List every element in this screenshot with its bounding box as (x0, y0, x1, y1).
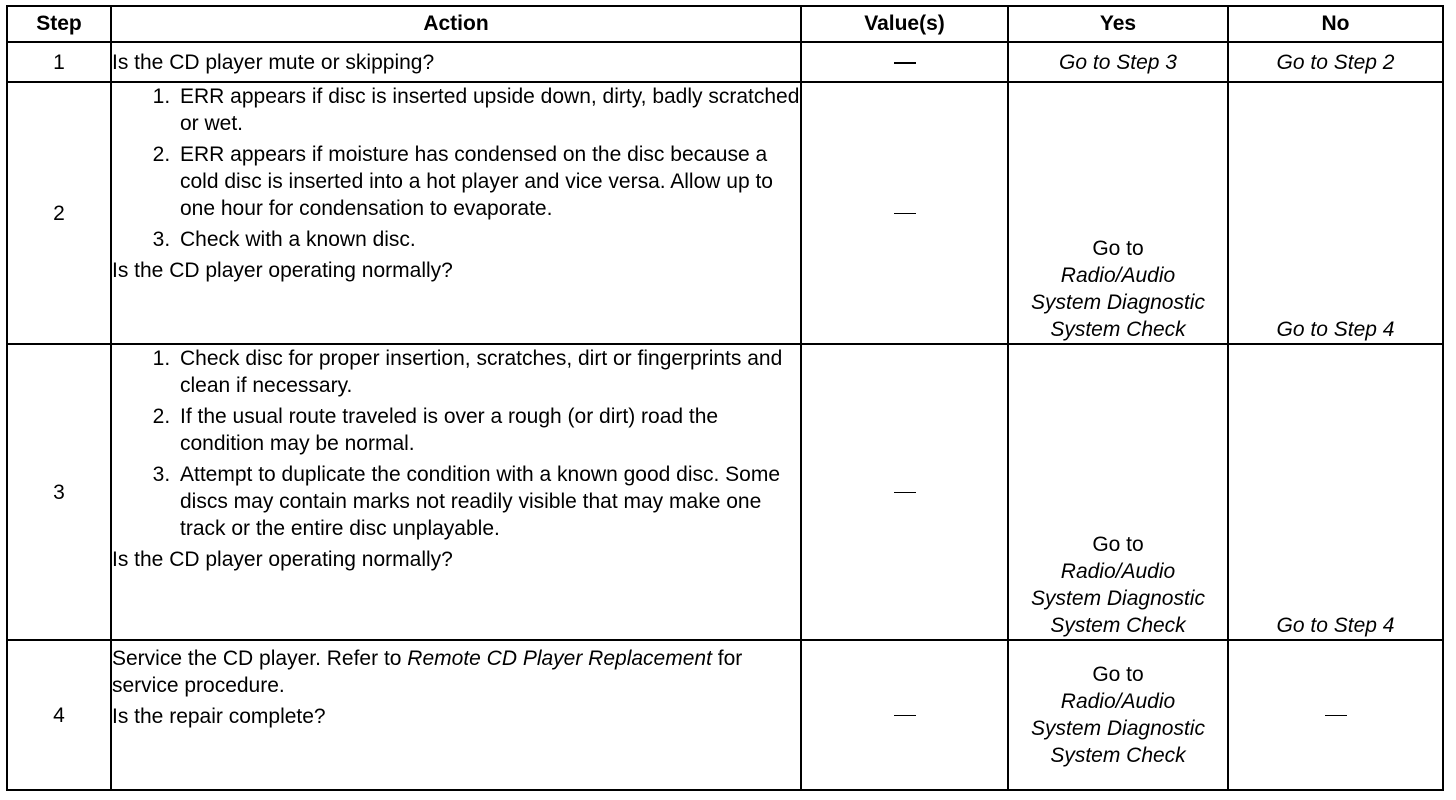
header-values: Value(s) (801, 6, 1008, 42)
value-cell (801, 82, 1008, 344)
no-cell (1228, 640, 1443, 790)
list-item: 1. ERR appears if disc is inserted upside down, dirty, badly scratched or wet. (176, 83, 800, 137)
header-action: Action (111, 6, 801, 42)
yes-prefix: Go to (1092, 663, 1144, 686)
list-item: 3. Check with a known disc. (176, 226, 800, 253)
action-list (112, 345, 800, 542)
action-text: Service the CD player. Refer to Remote CD Player Replacement for service procedure. (112, 647, 743, 697)
list-item: 2. ERR appears if moisture has condensed on the disc because a cold disc is inserted into a hot player and vice versa. Allow up to one hour for condensation to evaporate. (176, 141, 800, 222)
step-number: 1 (7, 42, 111, 82)
table-row (7, 42, 1443, 82)
step-number: 2 (7, 82, 111, 344)
yes-cell[interactable] (1008, 344, 1228, 640)
yes-link[interactable]: Radio/Audio System Diagnostic System Check (1031, 690, 1205, 767)
step-number: 3 (7, 344, 111, 640)
no-cell[interactable]: Go to Step 4 (1228, 82, 1443, 344)
header-yes: Yes (1008, 6, 1228, 42)
value-dash (894, 213, 916, 214)
no-dash (1325, 715, 1347, 716)
yes-prefix: Go to (1092, 237, 1144, 260)
value-cell (801, 42, 1008, 82)
yes-prefix: Go to (1092, 533, 1144, 556)
value-dash (894, 62, 916, 64)
table-row (7, 344, 1443, 640)
no-cell[interactable]: Go to Step 2 (1228, 42, 1443, 82)
action-question: Is the CD player operating normally? (112, 259, 453, 282)
procedure-link[interactable]: Remote CD Player Replacement (407, 647, 712, 670)
list-item: 1. Check disc for proper insertion, scratches, dirt or fingerprints and clean if necessary. (176, 345, 800, 399)
yes-link[interactable]: Radio/Audio System Diagnostic System Check (1031, 560, 1205, 637)
yes-link[interactable]: Radio/Audio System Diagnostic System Check (1031, 264, 1205, 341)
action-question: Is the CD player mute or skipping? (112, 50, 435, 74)
value-cell (801, 640, 1008, 790)
header-step: Step (7, 6, 111, 42)
table-row (7, 640, 1443, 790)
yes-cell[interactable] (1008, 640, 1228, 790)
action-cell (111, 344, 801, 640)
action-question: Is the CD player operating normally? (112, 548, 453, 571)
diagnostic-table (6, 5, 1444, 791)
table-row (7, 82, 1443, 344)
header-row (7, 6, 1443, 42)
action-list (112, 83, 800, 253)
step-number: 4 (7, 640, 111, 790)
action-question: Is the repair complete? (112, 705, 326, 728)
header-no: No (1228, 6, 1443, 42)
value-cell (801, 344, 1008, 640)
action-cell (111, 42, 801, 82)
yes-cell[interactable] (1008, 82, 1228, 344)
value-dash (894, 715, 916, 716)
list-item: 3. Attempt to duplicate the condition with a known good disc. Some discs may contain marks not readily visible that may make one track or the entire disc unplayable. (176, 461, 800, 542)
value-dash (894, 492, 916, 493)
yes-cell[interactable]: Go to Step 3 (1008, 42, 1228, 82)
action-cell (111, 640, 801, 790)
action-cell (111, 82, 801, 344)
no-cell[interactable]: Go to Step 4 (1228, 344, 1443, 640)
list-item: 2. If the usual route traveled is over a rough (or dirt) road the condition may be normal. (176, 403, 800, 457)
